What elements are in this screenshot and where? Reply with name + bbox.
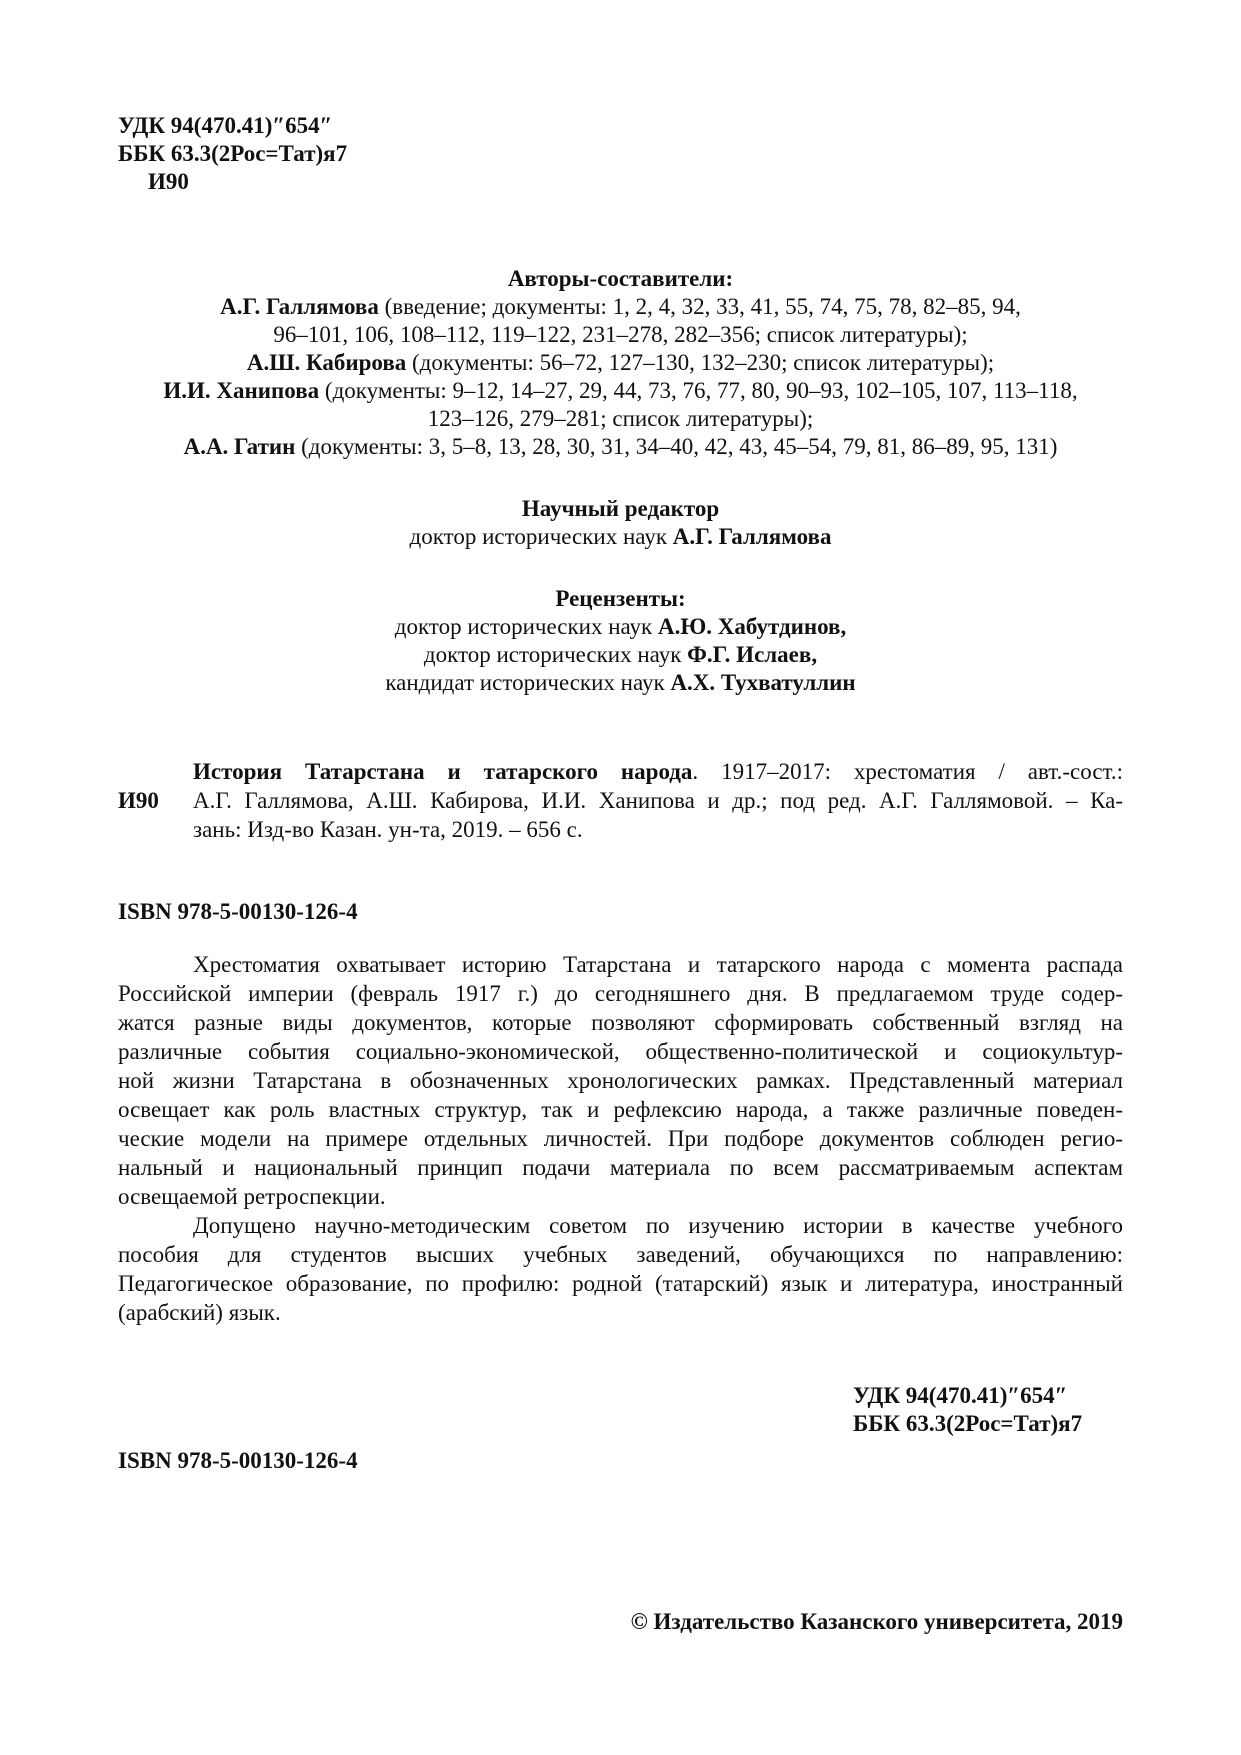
author-galliamova-line2: 96–101, 106, 108–112, 119–122, 231–278, 282–356; список литературы); [273,322,968,347]
abstract-p1-line: различные события социально-экономической, общественно-политической и социокультур- [118,1039,1123,1064]
author-khanipova-docs: (документы: 9–12, 14–27, 29, 44, 73, 76, 77, 80, 90–93, 102–105, 107, 113–118, [319,378,1078,403]
bibliographic-line1-rest: . 1917–2017: хрестоматия / авт.-сост.: [692,759,1123,784]
abstract-p1-line: Российской империи (февраль 1917 г.) до сегодняшнего дня. В предлагаемом труде содер- [118,981,1123,1006]
bibliographic-author-mark: И90 [118,788,159,813]
abstract-p1-line: ной жизни Татарстана в обозначенных хронологических рамках. Представленный материал [118,1068,1123,1093]
abstract-p1-line: жатся разные виды документов, которые позволяют сформировать собственный взгляд на [118,1010,1123,1035]
udk-code-top: УДК 94(470.41)″654″ [118,113,333,138]
author-galliamova-line1 [118,293,1123,321]
reviewer-1-name: А.Ю. Хабутдинов, [657,614,847,639]
author-khanipova-line1 [118,377,1123,405]
isbn-top: ISBN 978-5-00130-126-4 [118,899,358,924]
abstract-p2-line: пособия для студентов высших учебных заведений, обучающихся по направлению: [118,1242,1123,1267]
reviewer-3-name: А.Х. Тухватуллин [670,670,856,695]
author-galliamova-docs: (введение; документы: 1, 2, 4, 32, 33, 41, 55, 74, 75, 78, 82–85, 94, [378,294,1021,319]
abstract-p1-line: ческие модели на примере отдельных личностей. При подборе документов соблюден регио- [118,1126,1123,1151]
authors-heading: Авторы-составители: [507,266,734,291]
abstract-p1-line: освещает как роль властных структур, так и рефлексию народа, а также различные поведен- [118,1097,1123,1122]
abstract-p2-line: (арабский) язык. [118,1300,281,1325]
reviewer-1-degree: доктор исторических наук [394,614,658,639]
editor-degree: доктор исторических наук [409,524,673,549]
bbk-code-bottom: ББК 63.3(2Рос=Тат)я7 [853,1411,1083,1436]
author-galliamova-name: А.Г. Галлямова [220,294,379,319]
bibliographic-line1 [193,758,1123,786]
author-gatin-name: А.А. Гатин [183,434,296,459]
author-khanipova-line2: 123–126, 279–281; список литературы); [427,406,814,431]
bibliographic-line3: зань: Изд-во Казан. ун-та, 2019. – 656 с. [193,817,583,842]
reviewer-3-line [118,669,1123,697]
reviewer-1-line [118,613,1123,641]
author-khanipova-name: И.И. Ханипова [163,378,320,403]
author-mark-top: И90 [148,169,189,194]
abstract-p2-line: Допущено научно-методическим советом по изучению истории в качестве учебного [193,1213,1123,1238]
abstract-p1-line: нальный и национальный принцип подачи материала по всем рассматриваемым аспектам [118,1155,1123,1180]
udk-code-bottom: УДК 94(470.41)″654″ [853,1383,1068,1408]
abstract-p1-line: Хрестоматия охватывает историю Татарстана и татарского народа с момента распада [193,952,1123,977]
bbk-code-top: ББК 63.3(2Рос=Тат)я7 [118,141,348,166]
reviewer-3-degree: кандидат исторических наук [385,670,671,695]
author-gatin-docs: (документы: 3, 5–8, 13, 28, 30, 31, 34–40, 42, 43, 45–54, 79, 81, 86–89, 95, 131) [295,434,1058,459]
copyright: © Издательство Казанского университета, 2019 [630,1609,1123,1634]
abstract-p1-line: освещаемой ретроспекции. [118,1184,386,1209]
author-kabirova-docs: (документы: 56–72, 127–130, 132–230; список литературы); [406,350,995,375]
author-kabirova-name: А.Ш. Кабирова [246,350,407,375]
author-gatin-line [118,433,1123,461]
editor-name: А.Г. Галлямова [672,524,832,549]
book-title: История Татарстана и татарского народа [193,759,693,784]
editor-line [118,523,1123,551]
reviewer-2-name: Ф.Г. Ислаев, [687,642,818,667]
author-kabirova-line [118,349,1123,377]
reviewer-2-line [118,641,1123,669]
isbn-bottom: ISBN 978-5-00130-126-4 [118,1448,358,1473]
abstract-p2-line: Педагогическое образование, по профилю: родной (татарский) язык и литература, иностранный [118,1271,1123,1296]
reviewer-2-degree: доктор исторических наук [423,642,688,667]
reviewers-heading: Рецензенты: [555,586,686,611]
bibliographic-line2: А.Г. Галлямова, А.Ш. Кабирова, И.И. Ханипова и др.; под ред. А.Г. Галлямовой. – Ка- [193,788,1123,813]
editor-heading: Научный редактор [521,496,720,521]
